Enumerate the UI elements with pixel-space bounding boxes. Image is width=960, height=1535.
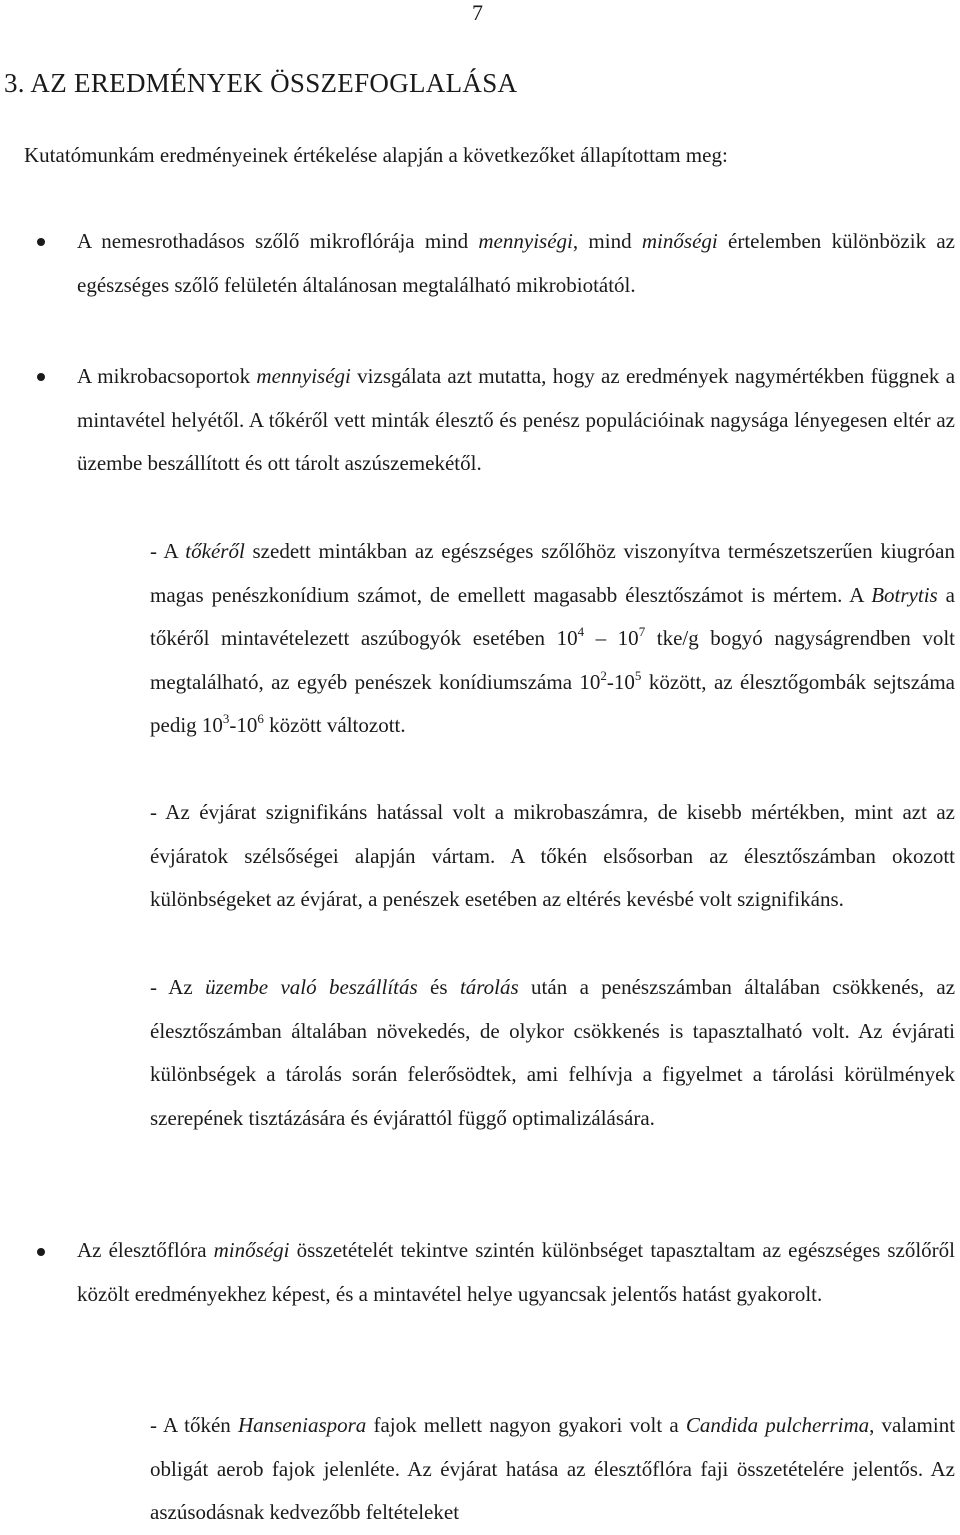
text-segment: -10 <box>229 713 258 737</box>
superscript-exponent: 7 <box>638 624 646 639</box>
text-segment: Az élesztőflóra <box>77 1238 214 1262</box>
text-segment: összetételét tekintve szintén különbséget tapasztaltam az egészséges szőlőről közölt eredményekhez képest, és a mintavétel helye ugyancsak jelentős hatást gyakorolt. <box>77 1238 960 1306</box>
text-segment: , mind <box>572 229 642 253</box>
text-segment: - A <box>150 539 186 563</box>
bullet-paragraph-1 <box>77 220 960 307</box>
bullet-marker <box>37 1248 45 1256</box>
text-segment: vizsgálata azt mutatta, hogy az eredmények nagymértékben függnek a mintavétel helyétől. A tőkéről vett minták élesztő és penész populációinak nagysága lényegesen eltér az üzembe beszállított és ott tárolt aszúszemekétől. <box>77 364 960 475</box>
italic-text: tárolás <box>459 975 519 999</box>
italic-text: minőségi <box>641 229 718 253</box>
italic-text: mennyiségi <box>256 364 351 388</box>
text-segment: szedett mintákban az egészséges szőlőhöz viszonyítva természetszerűen kiugróan magas penészkonídium számot, de emellett magasabb élesztőszámot is mértem. A <box>150 539 960 607</box>
text-segment: - A tőkén <box>150 1413 238 1437</box>
text-segment: - Az évjárat szignifikáns hatással volt a mikrobaszámra, de kisebb mértékben, mint azt az évjáratok szélsőségei alapján vártam. A tőkén elsősorban az élesztőszámban okozott különbségeket az évjárat, a penészek esetében az eltérés kevésbé volt szignifikáns. <box>150 800 960 911</box>
sub-paragraph-4 <box>150 1404 960 1535</box>
italic-text: minőségi <box>213 1238 290 1262</box>
text-segment: között változott. <box>263 713 406 737</box>
italic-text: üzembe való beszállítás <box>205 975 418 999</box>
text-segment: a tőkéről mintavételezett aszúbogyók esetében 10 <box>150 582 960 650</box>
text-segment: , valamint obligát aerob fajok jelenléte. Az évjárat hatása az élesztőflóra faji összetételére jelentős. Az aszúsodásnak kedvezőbb feltételeket <box>150 1413 960 1524</box>
text-segment: értelemben különbözik az egészséges szőlő felületén általánosan megtalálható mikrobiotától. <box>77 229 960 297</box>
superscript-exponent: 6 <box>257 711 264 726</box>
text-segment: – 10 <box>584 626 639 650</box>
italic-text: Botrytis <box>871 582 938 607</box>
section-heading: 3. AZ EREDMÉNYEK ÖSSZEFOGLALÁSA <box>4 68 518 98</box>
bullet-marker <box>37 373 45 381</box>
sub-paragraph-1 <box>150 530 960 748</box>
text-segment: között, az élesztőgombák sejtszáma pedig 10 <box>150 669 960 737</box>
italic-text: mennyiségi <box>478 229 573 253</box>
sub-paragraph-2 <box>150 791 960 922</box>
bullet-marker <box>37 238 45 246</box>
text-segment: A mikrobacsoportok <box>77 364 257 388</box>
page-number: 7 <box>472 0 483 25</box>
superscript-exponent: 4 <box>577 624 585 639</box>
superscript-exponent: 2 <box>600 667 607 683</box>
text-segment: után a penészszámban általában csökkenés, az élesztőszámban általában növekedés, de olykor csökkenés is tapasztalható volt. Az évjárati különbségek a tárolás során felerősödtek, ami felhívja a figyelmet a tárolási körülmények szerepének tisztázására és évjárattól függő optimalizálására. <box>150 975 960 1130</box>
text-segment: fajok mellett nagyon gyakori volt a <box>366 1413 686 1437</box>
text-segment: tke/g bogyó nagyságrendben volt megtalálható, az egyéb penészek konídiumszáma 10 <box>150 626 960 694</box>
text-segment: A nemesrothadásos szőlő mikroflórája mind <box>77 229 479 253</box>
superscript-exponent: 3 <box>222 711 230 726</box>
text-segment: - Az <box>150 975 206 999</box>
italic-text: tőkéről <box>185 539 245 563</box>
intro-paragraph: Kutatómunkám eredményeinek értékelése alapján a következőket állapítottam meg: <box>24 143 728 167</box>
superscript-exponent: 5 <box>634 667 642 683</box>
text-segment: és <box>417 975 460 999</box>
sub-paragraph-3 <box>150 966 960 1140</box>
bullet-paragraph-3 <box>77 1229 960 1316</box>
bullet-paragraph-2 <box>77 355 960 486</box>
text-segment: -10 <box>606 669 635 694</box>
italic-text: Candida pulcherrima <box>685 1413 870 1437</box>
italic-text: Hanseniaspora <box>237 1413 367 1437</box>
